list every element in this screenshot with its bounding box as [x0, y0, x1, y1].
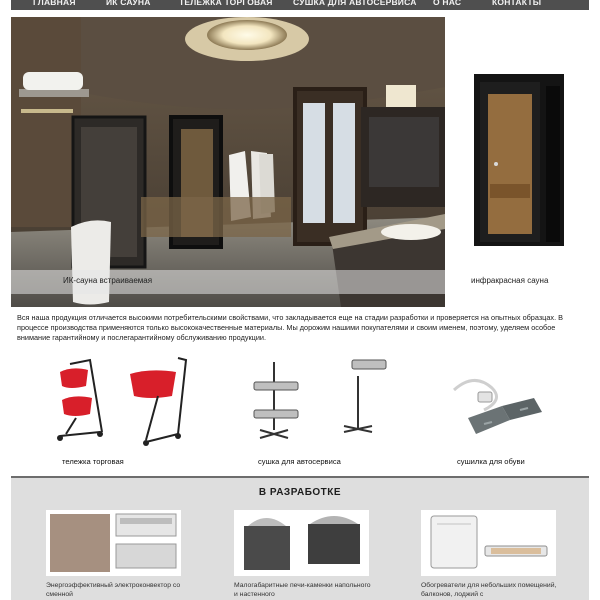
nav-item-car-service-dryer[interactable]: СУШКА ДЛЯ АВТОСЕРВИСА	[293, 0, 417, 7]
product-label-shoe-dryer[interactable]: сушилка для обуви	[457, 457, 525, 466]
nav-item-about[interactable]: О НАС	[433, 0, 462, 7]
convector-photo[interactable]	[46, 510, 181, 576]
hero-side-caption[interactable]: инфракрасная сауна	[471, 276, 549, 285]
development-section	[11, 478, 589, 600]
shopping-cart-icon	[40, 352, 196, 450]
development-text-heater: Обогреватели для небольших помещений, балконов, лоджий с	[421, 582, 557, 598]
heater-icon	[421, 510, 556, 576]
shopping-cart-photo[interactable]	[40, 352, 196, 450]
hero-banner	[11, 17, 589, 307]
top-navigation	[11, 0, 589, 10]
product-label-cart[interactable]: тележка торговая	[62, 457, 124, 466]
ir-sauna-cabin-photo[interactable]	[452, 64, 589, 272]
ir-dryer-icon	[240, 352, 396, 450]
sauna-cabin-illustration	[452, 64, 589, 272]
product-label-car-dryer[interactable]: сушка для автосервиса	[258, 457, 341, 466]
development-text-stove: Малогабаритные печи-каменки напольного и настенного	[234, 582, 371, 598]
development-text-convector: Энергоэффективный электроконвектор со сменной	[46, 582, 181, 598]
nav-item-contacts[interactable]: КОНТАКТЫ	[492, 0, 542, 7]
shoe-dryer-icon	[444, 370, 548, 444]
convector-icon	[46, 510, 181, 576]
development-title: В РАЗРАБОТКЕ	[258, 487, 342, 498]
nav-item-shopping-cart[interactable]: ТЕЛЕЖКА ТОРГОВАЯ	[179, 0, 273, 7]
sauna-stove-photo[interactable]	[234, 510, 369, 576]
sauna-stove-icon	[234, 510, 369, 576]
hero-main-caption[interactable]: ИК-сауна встраиваемая	[63, 276, 153, 285]
nav-item-home[interactable]: ГЛАВНАЯ	[33, 0, 76, 7]
nav-item-ir-sauna[interactable]: ИК САУНА	[106, 0, 151, 7]
heater-photo[interactable]	[421, 510, 556, 576]
shoe-dryer-photo[interactable]	[444, 370, 548, 444]
intro-paragraph: Вся наша продукция отличается высокими потребительскими свойствами, что закладывается еще на стадии разработки и проверяется на опытных образцах. В процессе производства применяются только высококачественные материалы. Мы дорожим нашими покупателями и своим именем, поэтому, уделяем особое внимание гарантийному и послегарантийному обслуживанию продукции.	[17, 313, 563, 342]
built-in-ir-sauna-photo[interactable]	[11, 17, 445, 307]
bathroom-illustration	[11, 17, 445, 307]
car-service-dryer-photo[interactable]	[240, 352, 396, 450]
